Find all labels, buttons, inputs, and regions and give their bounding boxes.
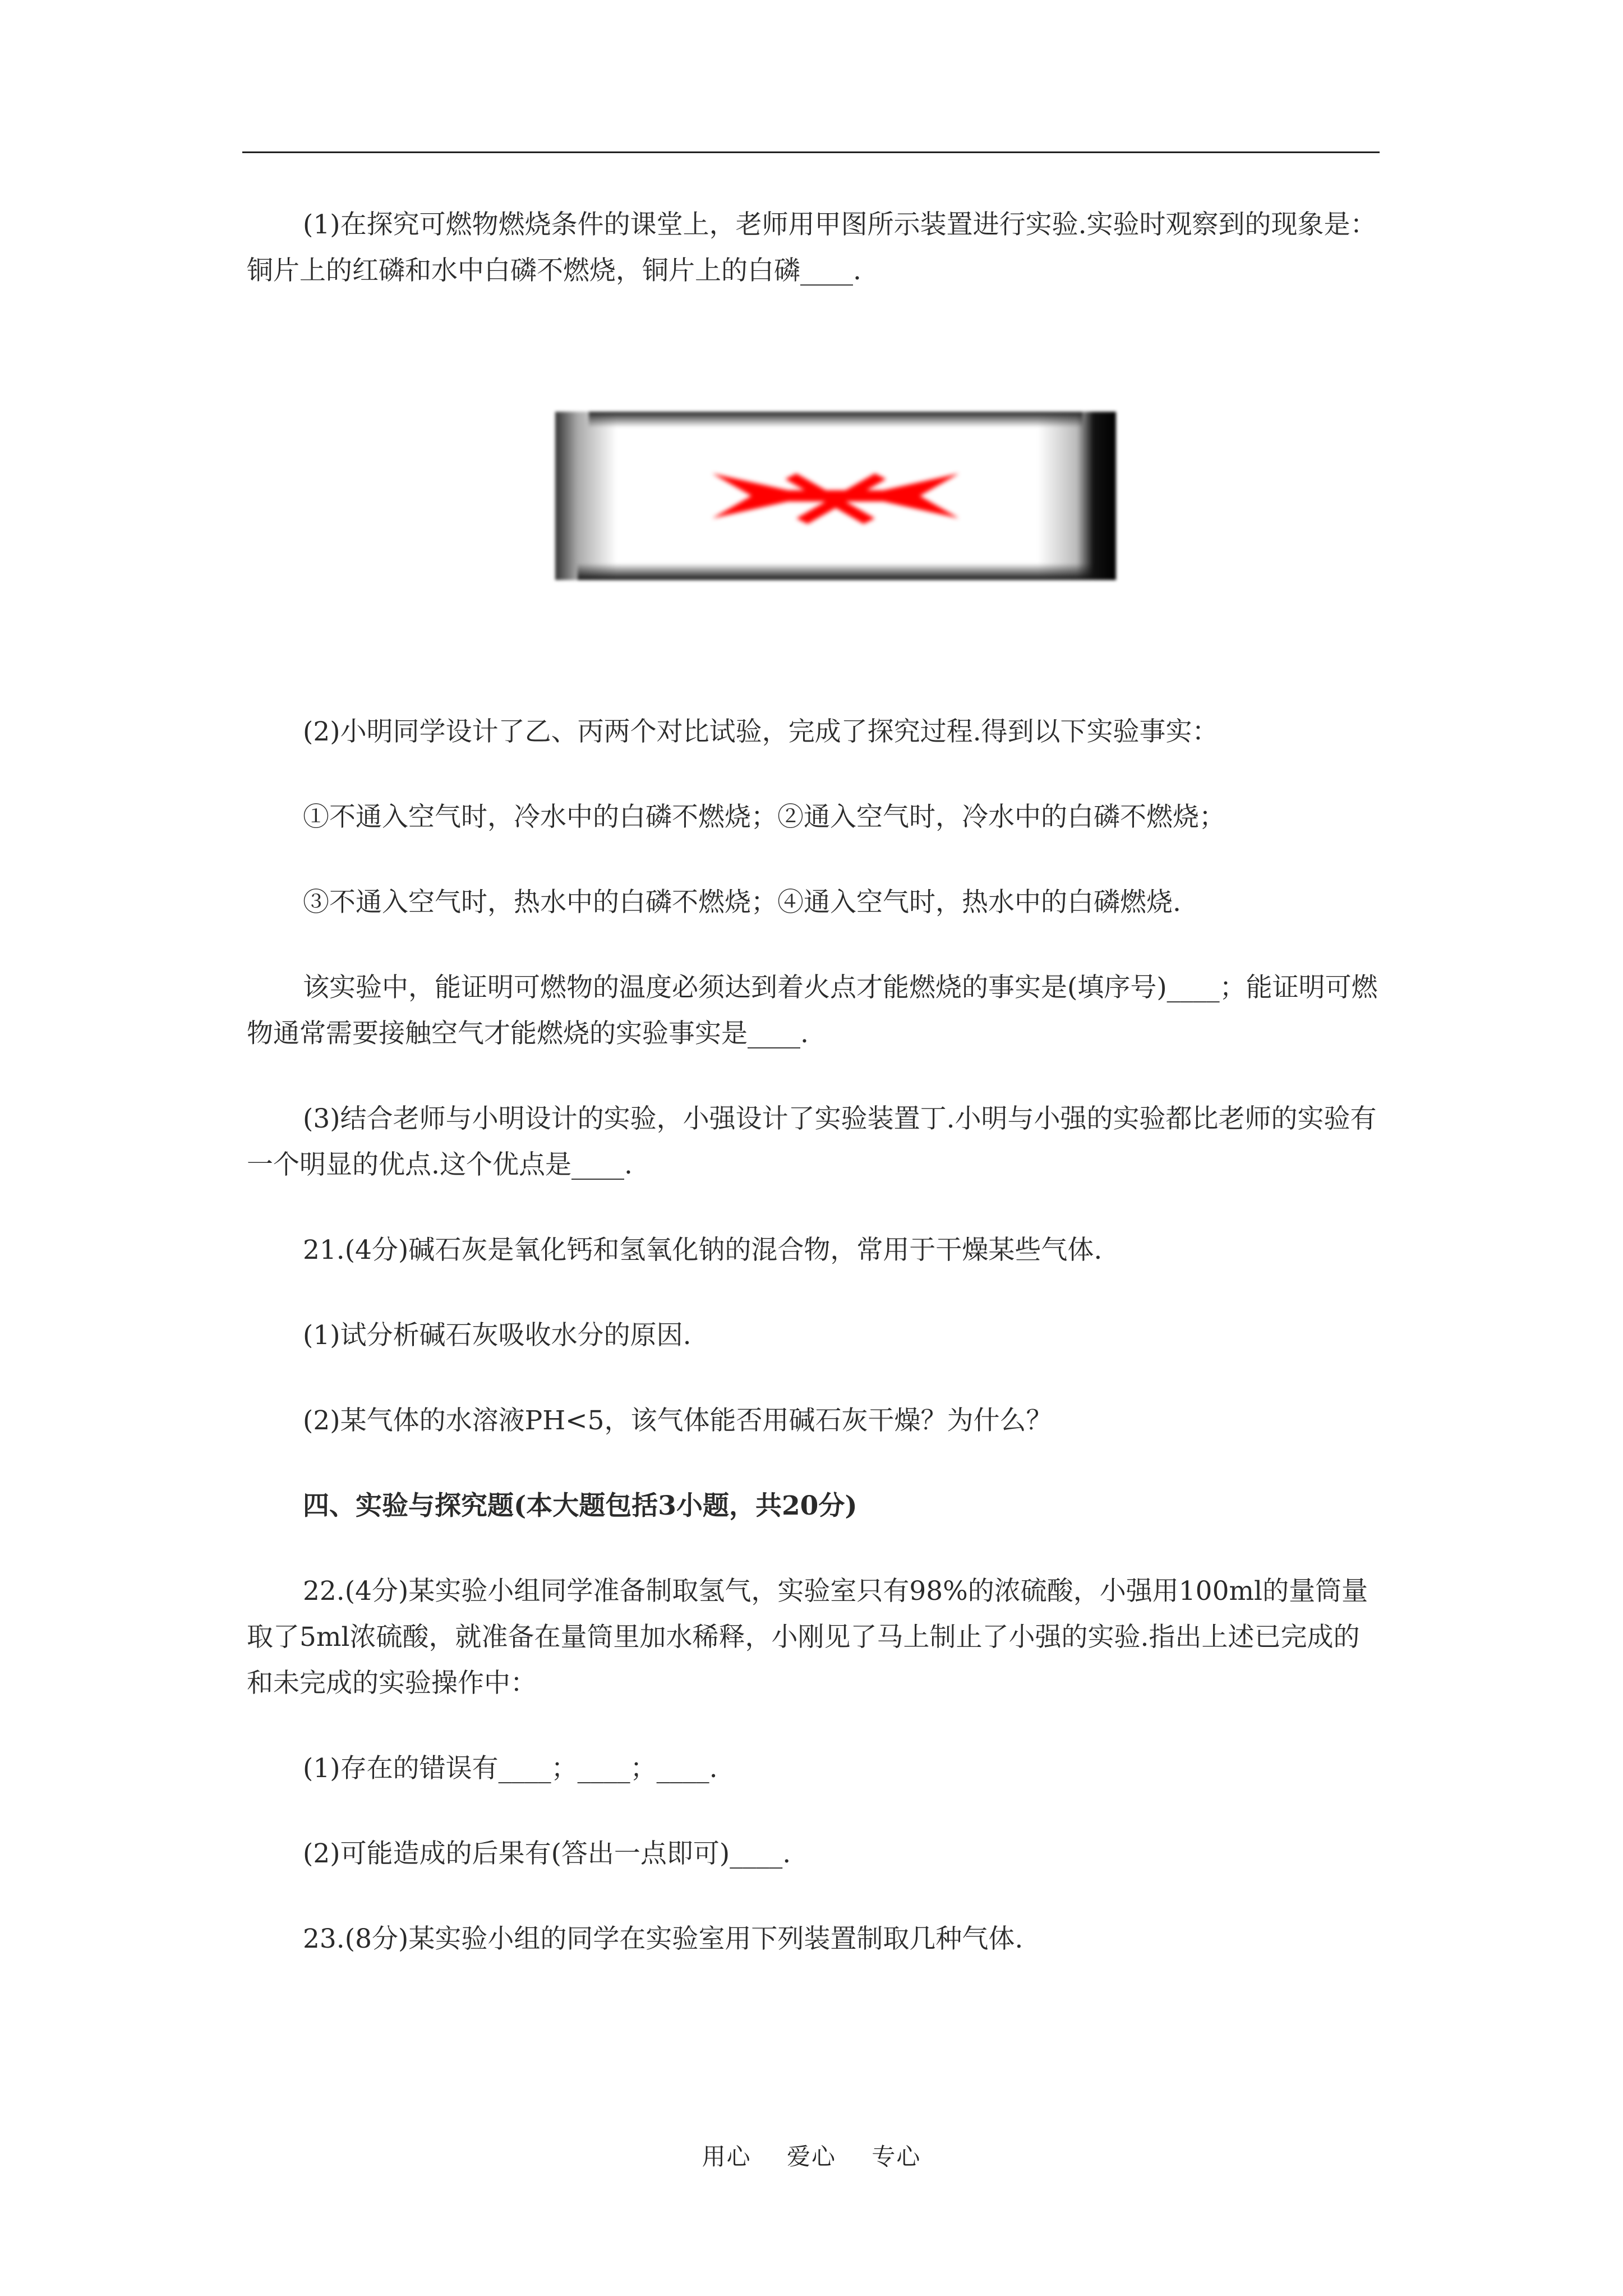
question-21-stem: 21.(4分)碱石灰是氧化钙和氢氧化钠的混合物，常用于干燥某些气体. (303, 1235, 1103, 1266)
footer-item: 爱心 (786, 2143, 836, 2170)
header-rule (242, 151, 1380, 153)
question-21-part-1: (1)试分析碱石灰吸收水分的原因. (303, 1320, 691, 1351)
footer-item: 用心 (702, 2143, 751, 2170)
experiment-facts-1-2: ①不通入空气时，冷水中的白磷不燃烧；②通入空气时，冷水中的白磷不燃烧； (303, 802, 1225, 832)
question-22-stem: 22.(4分)某实验小组同学准备制取氢气，实验室只有98%的浓硫酸，小强用100ml的量筒量取了5ml浓硫酸，就准备在量筒里加水稀释，小刚见了马上制止了小强的实验.指出上述已完成的和未完成的实验操作中： (247, 1576, 1368, 1699)
section-heading: 四、实验与探究题(本大题包括3小题，共20分) (303, 1490, 857, 1521)
page-footer (0, 2138, 1623, 2172)
footer-item: 专心 (872, 2143, 921, 2170)
question-20-part-2-intro: (2)小明同学设计了乙、丙两个对比试验，完成了探究过程.得到以下实验事实： (303, 716, 1219, 747)
red-x-icon (701, 462, 970, 530)
experiment-facts-3-4: ③不通入空气时，热水中的白磷不燃烧；④通入空气时，热水中的白磷燃烧. (303, 887, 1181, 918)
question-20-part-1: (1)在探究可燃物燃烧条件的课堂上，老师用甲图所示装置进行实验.实验时观察到的现象是：铜片上的红磷和水中白磷不燃烧，铜片上的白磷____. (247, 209, 1377, 286)
experiment-figure (555, 412, 1116, 580)
question-20-part-2-ask: 该实验中，能证明可燃物的温度必须达到着火点才能燃烧的事实是(填序号)____；能证明可燃物通常需要接触空气才能燃烧的实验事实是____. (247, 972, 1378, 1049)
question-23-stem: 23.(8分)某实验小组的同学在实验室用下列装置制取几种气体. (303, 1924, 1023, 1954)
question-20-part-3: (3)结合老师与小明设计的实验，小强设计了实验装置丁.小明与小强的实验都比老师的实验有一个明显的优点.这个优点是____. (247, 1103, 1377, 1180)
page-content (247, 202, 1382, 2001)
question-22-part-2: (2)可能造成的后果有(答出一点即可)____. (303, 1838, 791, 1869)
question-22-part-1: (1)存在的错误有____；____；____. (303, 1753, 718, 1784)
question-21-part-2: (2)某气体的水溶液PH<5，该气体能否用碱石灰干燥？为什么？ (303, 1405, 1053, 1436)
